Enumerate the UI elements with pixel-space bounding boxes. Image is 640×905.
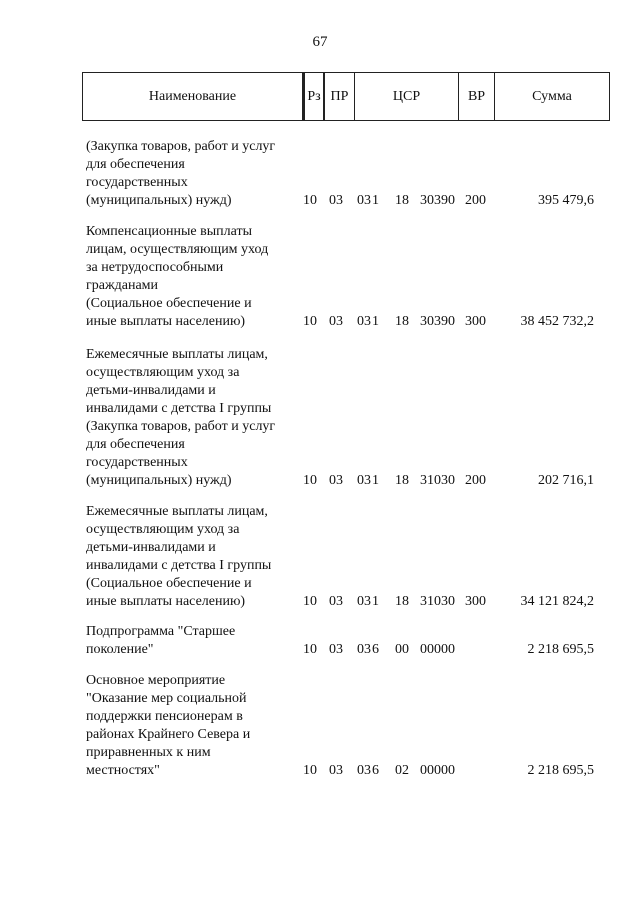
row-name: Компенсационные выплаты лицам, осуществляющим уход за нетрудоспособными гражданами (Социальное обеспечение и иные выплаты населению) bbox=[86, 224, 269, 329]
header-csr: ЦСР bbox=[355, 73, 459, 120]
header-rz: Рз bbox=[303, 73, 325, 120]
table-header bbox=[82, 72, 610, 121]
row-csr-activity: 18 bbox=[395, 314, 409, 329]
row-csr-direction: 30390 bbox=[420, 314, 455, 329]
row-csr-program: 03 bbox=[357, 314, 371, 329]
row-csr-activity: 18 bbox=[395, 193, 409, 208]
row-csr-activity: 18 bbox=[395, 473, 409, 488]
page-number: 67 bbox=[312, 34, 328, 50]
row-rz: 10 bbox=[303, 473, 317, 488]
row-vr: 200 bbox=[465, 193, 486, 208]
row-csr-subprogram: 1 bbox=[372, 193, 379, 208]
row-sum: 2 218 695,5 bbox=[527, 763, 594, 778]
row-pr: 03 bbox=[329, 594, 343, 609]
header-name: Наименование bbox=[83, 73, 303, 120]
row-pr: 03 bbox=[329, 642, 343, 657]
row-codes bbox=[0, 472, 640, 490]
row-codes bbox=[0, 641, 640, 659]
row-csr-direction: 31030 bbox=[420, 473, 455, 488]
row-csr-subprogram: 6 bbox=[372, 642, 379, 657]
row-rz: 10 bbox=[303, 594, 317, 609]
row-csr-program: 03 bbox=[357, 473, 371, 488]
row-codes bbox=[0, 192, 640, 210]
row-codes bbox=[0, 313, 640, 331]
row-sum: 38 452 732,2 bbox=[520, 314, 594, 329]
row-csr-program: 03 bbox=[357, 594, 371, 609]
row-csr-subprogram: 6 bbox=[372, 763, 379, 778]
row-csr-subprogram: 1 bbox=[372, 594, 379, 609]
row-csr-activity: 18 bbox=[395, 594, 409, 609]
row-csr-direction: 31030 bbox=[420, 594, 455, 609]
row-name: Подпрограмма "Старшее поколение" bbox=[86, 624, 236, 657]
row-csr-program: 03 bbox=[357, 642, 371, 657]
row-rz: 10 bbox=[303, 314, 317, 329]
row-csr-activity: 00 bbox=[395, 642, 409, 657]
row-csr-direction: 30390 bbox=[420, 193, 455, 208]
row-csr-direction: 00000 bbox=[420, 763, 455, 778]
row-vr: 300 bbox=[465, 594, 486, 609]
row-pr: 03 bbox=[329, 763, 343, 778]
row-pr: 03 bbox=[329, 473, 343, 488]
row-sum: 2 218 695,5 bbox=[527, 642, 594, 657]
row-sum: 34 121 824,2 bbox=[520, 594, 594, 609]
row-rz: 10 bbox=[303, 193, 317, 208]
row-name: Основное мероприятие "Оказание мер социальной поддержки пенсионерам в районах Крайнего Севера и приравненных к ним местностях" bbox=[86, 673, 251, 778]
row-csr-direction: 00000 bbox=[420, 642, 455, 657]
row-vr: 300 bbox=[465, 314, 486, 329]
row-name: (Закупка товаров, работ и услуг для обеспечения государственных (муниципальных) нужд) bbox=[86, 139, 276, 208]
row-codes bbox=[0, 593, 640, 611]
row-pr: 03 bbox=[329, 314, 343, 329]
header-vr: ВР bbox=[459, 73, 495, 120]
row-csr-subprogram: 1 bbox=[372, 473, 379, 488]
row-csr-subprogram: 1 bbox=[372, 314, 379, 329]
row-codes bbox=[0, 762, 640, 780]
row-csr-program: 03 bbox=[357, 193, 371, 208]
row-csr-activity: 02 bbox=[395, 763, 409, 778]
row-name: Ежемесячные выплаты лицам, осуществляющим уход за детьми-инвалидами и инвалидами с детства I группы (Закупка товаров, работ и услуг для обеспечения государственных (муниципальных) нужд) bbox=[86, 347, 276, 488]
row-name: Ежемесячные выплаты лицам, осуществляющим уход за детьми-инвалидами и инвалидами с детства I группы (Социальное обеспечение и иные выплаты населению) bbox=[86, 504, 272, 609]
row-sum: 202 716,1 bbox=[538, 473, 594, 488]
row-rz: 10 bbox=[303, 763, 317, 778]
header-sum: Сумма bbox=[532, 89, 572, 104]
row-sum: 395 479,6 bbox=[538, 193, 594, 208]
row-vr: 200 bbox=[465, 473, 486, 488]
row-csr-program: 03 bbox=[357, 763, 371, 778]
header-pr: ПР bbox=[325, 73, 355, 120]
row-rz: 10 bbox=[303, 642, 317, 657]
row-pr: 03 bbox=[329, 193, 343, 208]
